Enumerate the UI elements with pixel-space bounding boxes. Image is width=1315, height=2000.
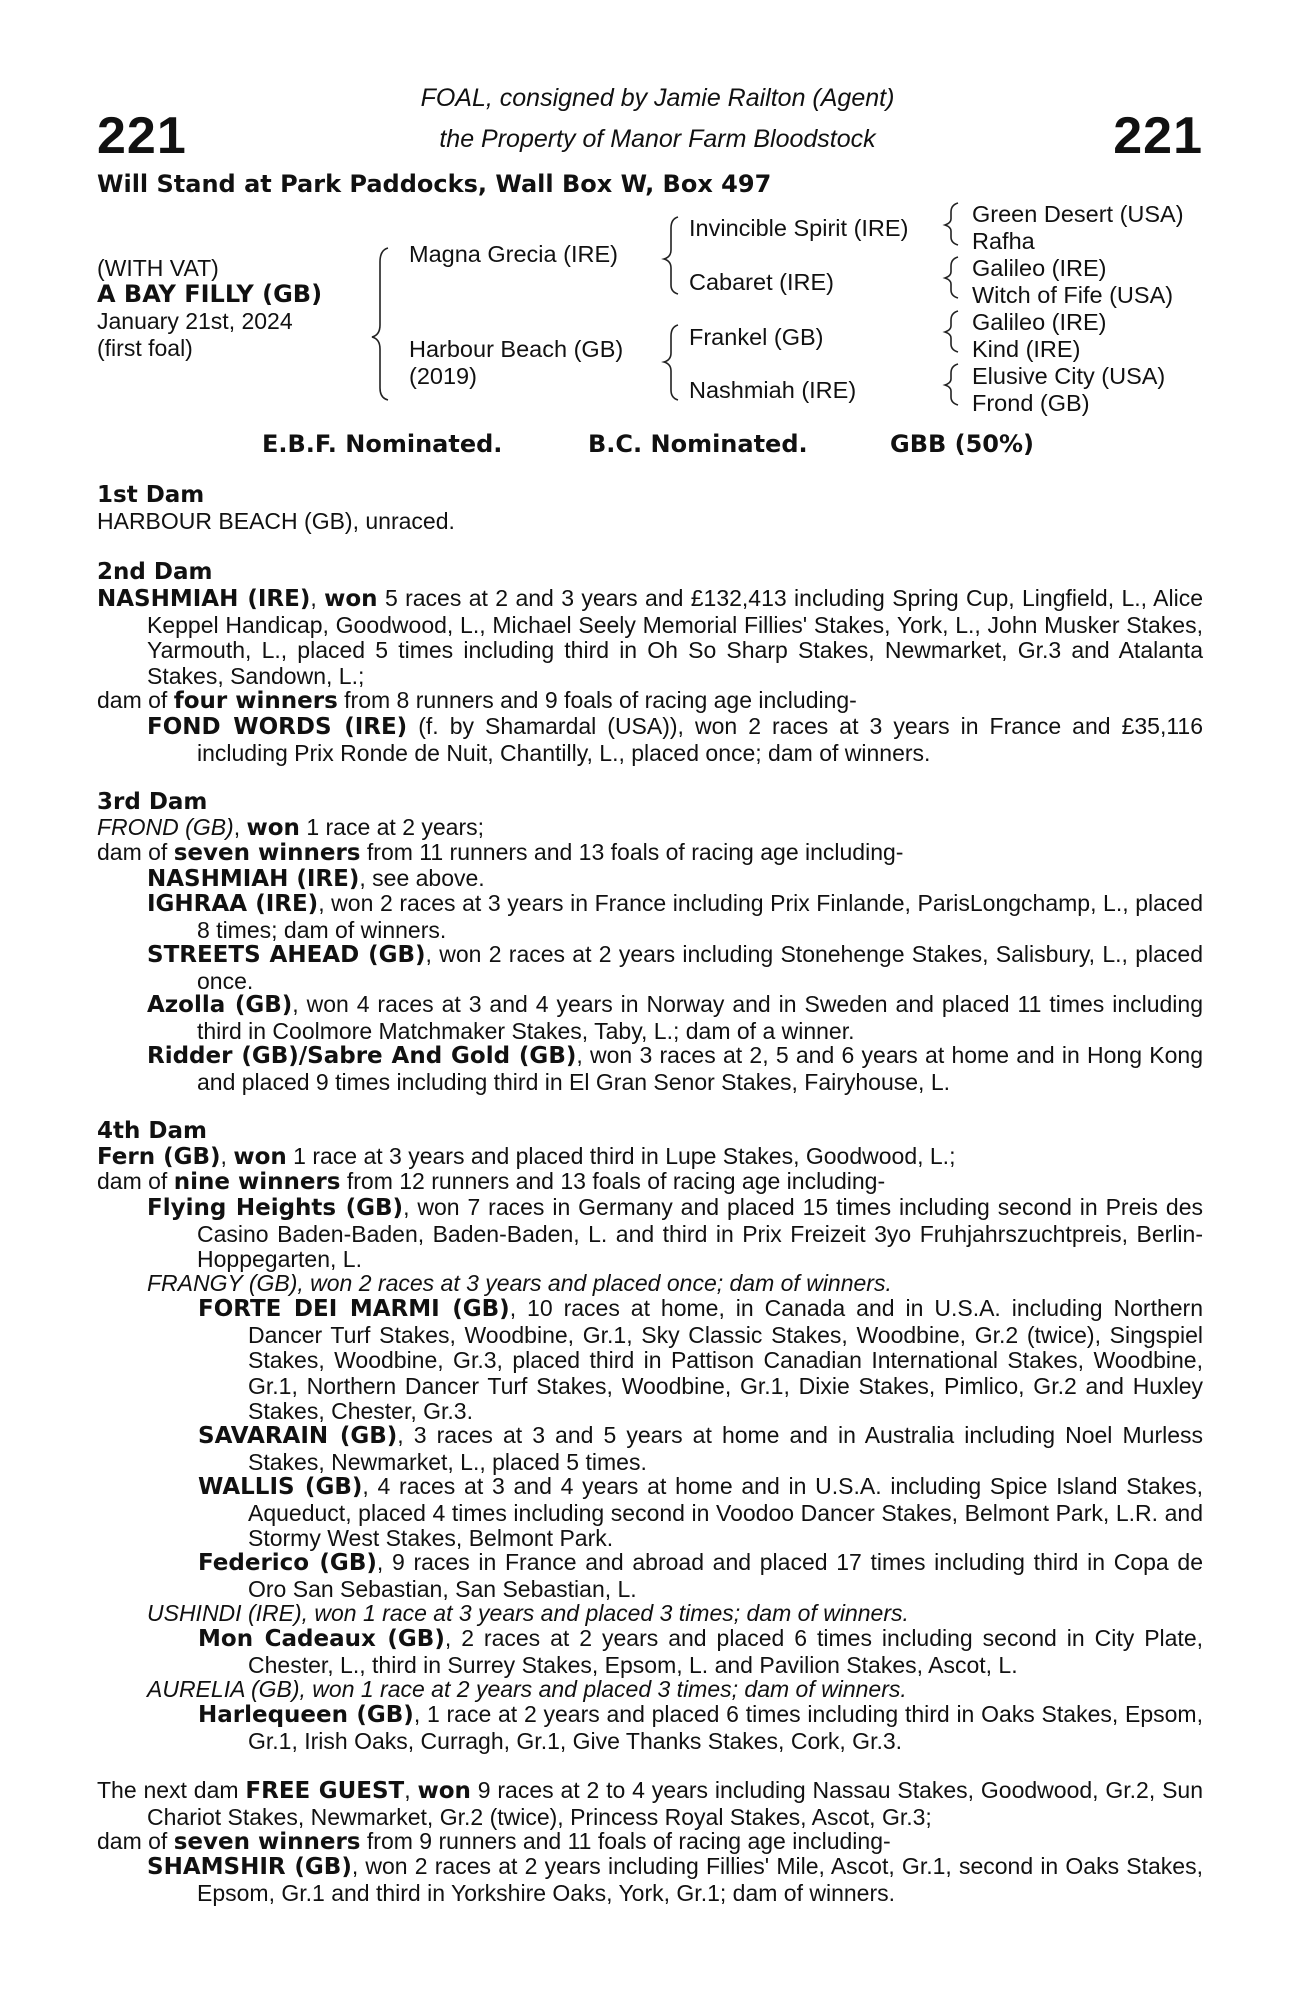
frangy-record: FRANGY (GB), won 2 races at 3 years and placed once; dam of winners.	[147, 1270, 892, 1296]
ebf-nomination: E.B.F. Nominated.	[262, 430, 503, 458]
fourth-dam-produce: dam of nine winners from 12 runners and 13 foals of racing age including-	[97, 1168, 886, 1195]
fond-words-record: FOND WORDS (IRE) (f. by Shamardal (USA)), won 2 races at 3 years in France and £35,116 including Prix Ronde de Nuit, Chantilly, L., placed once; dam of winners.	[147, 713, 1203, 766]
third-dam-progeny-5: Ridder (GB)/Sabre And Gold (GB), won 3 races at 2, 5 and 6 years at home and in Hong Kong and placed 9 times including third in El Gran Senor Stakes, Fairyhouse, L.	[147, 1042, 1203, 1095]
third-dam-heading: 3rd Dam	[97, 789, 208, 815]
savarain-record: SAVARAIN (GB), 3 races at 3 and 5 years at home and in Australia including Noel Murless Stakes, Newmarket, L., placed 5 times.	[198, 1422, 1204, 1475]
shamshir-record: SHAMSHIR (GB), won 2 races at 2 years including Fillies' Mile, Ascot, Gr.1, second in Oaks Stakes, Epsom, Gr.1 and third in Yorkshire Oaks, York, Gr.1; dam of winners.	[147, 1853, 1203, 1906]
pedigree-dam-dam: Nashmiah (IRE)	[689, 377, 857, 403]
next-dam-produce: dam of seven winners from 9 runners and 11 foals of racing age including-	[97, 1828, 891, 1855]
first-dam-text: HARBOUR BEACH (GB), unraced.	[97, 508, 455, 534]
second-dam-name: NASHMIAH (IRE)	[97, 586, 311, 612]
consignor-line-1: FOAL, consigned by Jamie Railton (Agent)	[420, 84, 895, 112]
ushindi-record: USHINDI (IRE), won 1 race at 3 years and placed 3 times; dam of winners.	[147, 1600, 909, 1626]
flying-heights-record: Flying Heights (GB), won 7 races in Germany and placed 15 times including second in Preis des Casino Baden-Baden, Baden-Baden, L. and third in Prix Freizeit 3yo Fruhjahrszuchtpreis, Berlin-Hoppegarten, L.	[147, 1194, 1203, 1272]
second-dam-heading: 2nd Dam	[97, 559, 213, 585]
pedigree-gen3-4: Witch of Fife (USA)	[972, 282, 1174, 308]
first-dam-heading: 1st Dam	[97, 482, 205, 508]
pedigree-sire: Magna Grecia (IRE)	[409, 241, 618, 267]
pedigree-gen3-7: Elusive City (USA)	[972, 363, 1166, 389]
gbb-status: GBB (50%)	[890, 430, 1035, 458]
harlequeen-record: Harlequeen (GB), 1 race at 2 years and placed 6 times including third in Oaks Stakes, Epsom, Gr.1, Irish Oaks, Curragh, Gr.1, Give Thanks Stakes, Cork, Gr.3.	[198, 1701, 1203, 1754]
third-dam-progeny-4: Azolla (GB), won 4 races at 3 and 4 years in Norway and in Sweden and placed 11 times including third in Coolmore Matchmaker Stakes, Taby, L.; dam of a winner.	[147, 991, 1204, 1044]
vat-note: (WITH VAT)	[97, 255, 219, 281]
mon-cadeaux-record: Mon Cadeaux (GB), 2 races at 2 years and placed 6 times including second in City Plate, Chester, L., third in Surrey Stakes, Epsom, L. and Pavilion Stakes, Ascot, L.	[198, 1625, 1204, 1678]
second-dam-produce: dam of four winners from 8 runners and 9 foals of racing age including-	[97, 687, 857, 714]
pedigree-sire-sire: Invincible Spirit (IRE)	[689, 215, 909, 241]
third-dam-produce: dam of seven winners from 11 runners and 13 foals of racing age including-	[97, 839, 904, 866]
pedigree-gen3-2: Rafha	[972, 228, 1035, 254]
pedigree-dam: Harbour Beach (GB)	[409, 336, 624, 362]
pedigree-gen3-1: Green Desert (USA)	[972, 201, 1184, 227]
pedigree-gen3-5: Galileo (IRE)	[972, 309, 1107, 335]
second-dam-record: NASHMIAH (IRE), won 5 races at 2 and 3 years and £132,413 including Spring Cup, Lingfield, L., Alice Keppel Handicap, Goodwood, L., Michael Seely Memorial Fillies' Stakes, York, L., John Musker Stakes, Yarmouth, L., placed 5 times including third in Oh So Sharp Stakes, Newmarket, Gr.3 and Atalanta Stakes, Sandown, L.;	[97, 585, 1203, 689]
pedigree-gen3-8: Frond (GB)	[972, 390, 1090, 416]
lot-number-right: 221	[1113, 107, 1203, 165]
fourth-dam-record: Fern (GB), won 1 race at 3 years and placed third in Lupe Stakes, Goodwood, L.;	[97, 1143, 956, 1170]
consignor-line-2: the Property of Manor Farm Bloodstock	[439, 125, 876, 153]
pedigree-dam-sire: Frankel (GB)	[689, 324, 824, 350]
pedigree-gen3-6: Kind (IRE)	[972, 336, 1081, 362]
third-dam-record: FROND (GB), won 1 race at 2 years;	[97, 814, 485, 841]
third-dam-progeny-2: IGHRAA (IRE), won 2 races at 3 years in France including Prix Finlande, ParisLongchamp, L., placed 8 times; dam of winners.	[147, 890, 1203, 943]
second-dam-won: won	[324, 586, 378, 612]
lot-number-left: 221	[97, 107, 187, 165]
bc-nomination: B.C. Nominated.	[588, 430, 808, 458]
aurelia-record: AURELIA (GB), won 1 race at 2 years and placed 3 times; dam of winners.	[147, 1676, 907, 1702]
fourth-dam-heading: 4th Dam	[97, 1118, 207, 1144]
foaling-date: January 21st, 2024	[97, 308, 293, 334]
next-dam-record: The next dam FREE GUEST, won 9 races at 2 to 4 years including Nassau Stakes, Goodwood, Gr.2, Sun Chariot Stakes, Newmarket, Gr.2 (twice), Princess Royal Stakes, Ascot, Gr.3;	[97, 1777, 1204, 1830]
pedigree-gen3-3: Galileo (IRE)	[972, 255, 1107, 281]
wallis-record: WALLIS (GB), 4 races at 3 and 4 years at home and in U.S.A. including Spice Island Stakes, Aqueduct, placed 4 times including second in Voodoo Dancer Stakes, Belmont Park, L.R. and Stormy West Stakes, Belmont Park.	[198, 1473, 1203, 1551]
third-dam-progeny-1: NASHMIAH (IRE), see above.	[147, 865, 485, 892]
pedigree-dam-year: (2019)	[409, 363, 477, 389]
horse-name: A BAY FILLY (GB)	[97, 280, 323, 308]
second-dam-text: 5 races at 2 and 3 years and £132,413 including Spring Cup, Lingfield, L., Alice Keppel Handicap, Goodwood, L., Michael Seely Memorial Fillies' Stakes, York, L., John Musker Stakes, Yarmouth, L., placed 5 times including third in Oh So Sharp Stakes, Newmarket, Gr.3 and Atalanta Stakes, Sandown, L.;	[147, 585, 1203, 689]
third-dam-progeny-3: STREETS AHEAD (GB), won 2 races at 2 years including Stonehenge Stakes, Salisbury, L., placed once.	[147, 941, 1203, 994]
federico-record: Federico (GB), 9 races in France and abroad and placed 17 times including third in Copa de Oro San Sebastian, San Sebastian, L.	[198, 1549, 1203, 1602]
foal-note: (first foal)	[97, 335, 193, 361]
forte-dei-marmi-record: FORTE DEI MARMI (GB), 10 races at home, in Canada and in U.S.A. including Northern Dancer Turf Stakes, Woodbine, Gr.1, Sky Classic Stakes, Woodbine, Gr.2 (twice), Singspiel Stakes, Woodbine, Gr.3, placed third in Pattison Canadian International Stakes, Woodbine, Gr.1, Northern Dancer Turf Stakes, Woodbine, Gr.1, Dixie Stakes, Pimlico, Gr.2 and Huxley Stakes, Chester, Gr.3.	[198, 1295, 1203, 1424]
stable-location: Will Stand at Park Paddocks, Wall Box W, Box 497	[97, 170, 772, 198]
pedigree-sire-dam: Cabaret (IRE)	[689, 269, 834, 295]
